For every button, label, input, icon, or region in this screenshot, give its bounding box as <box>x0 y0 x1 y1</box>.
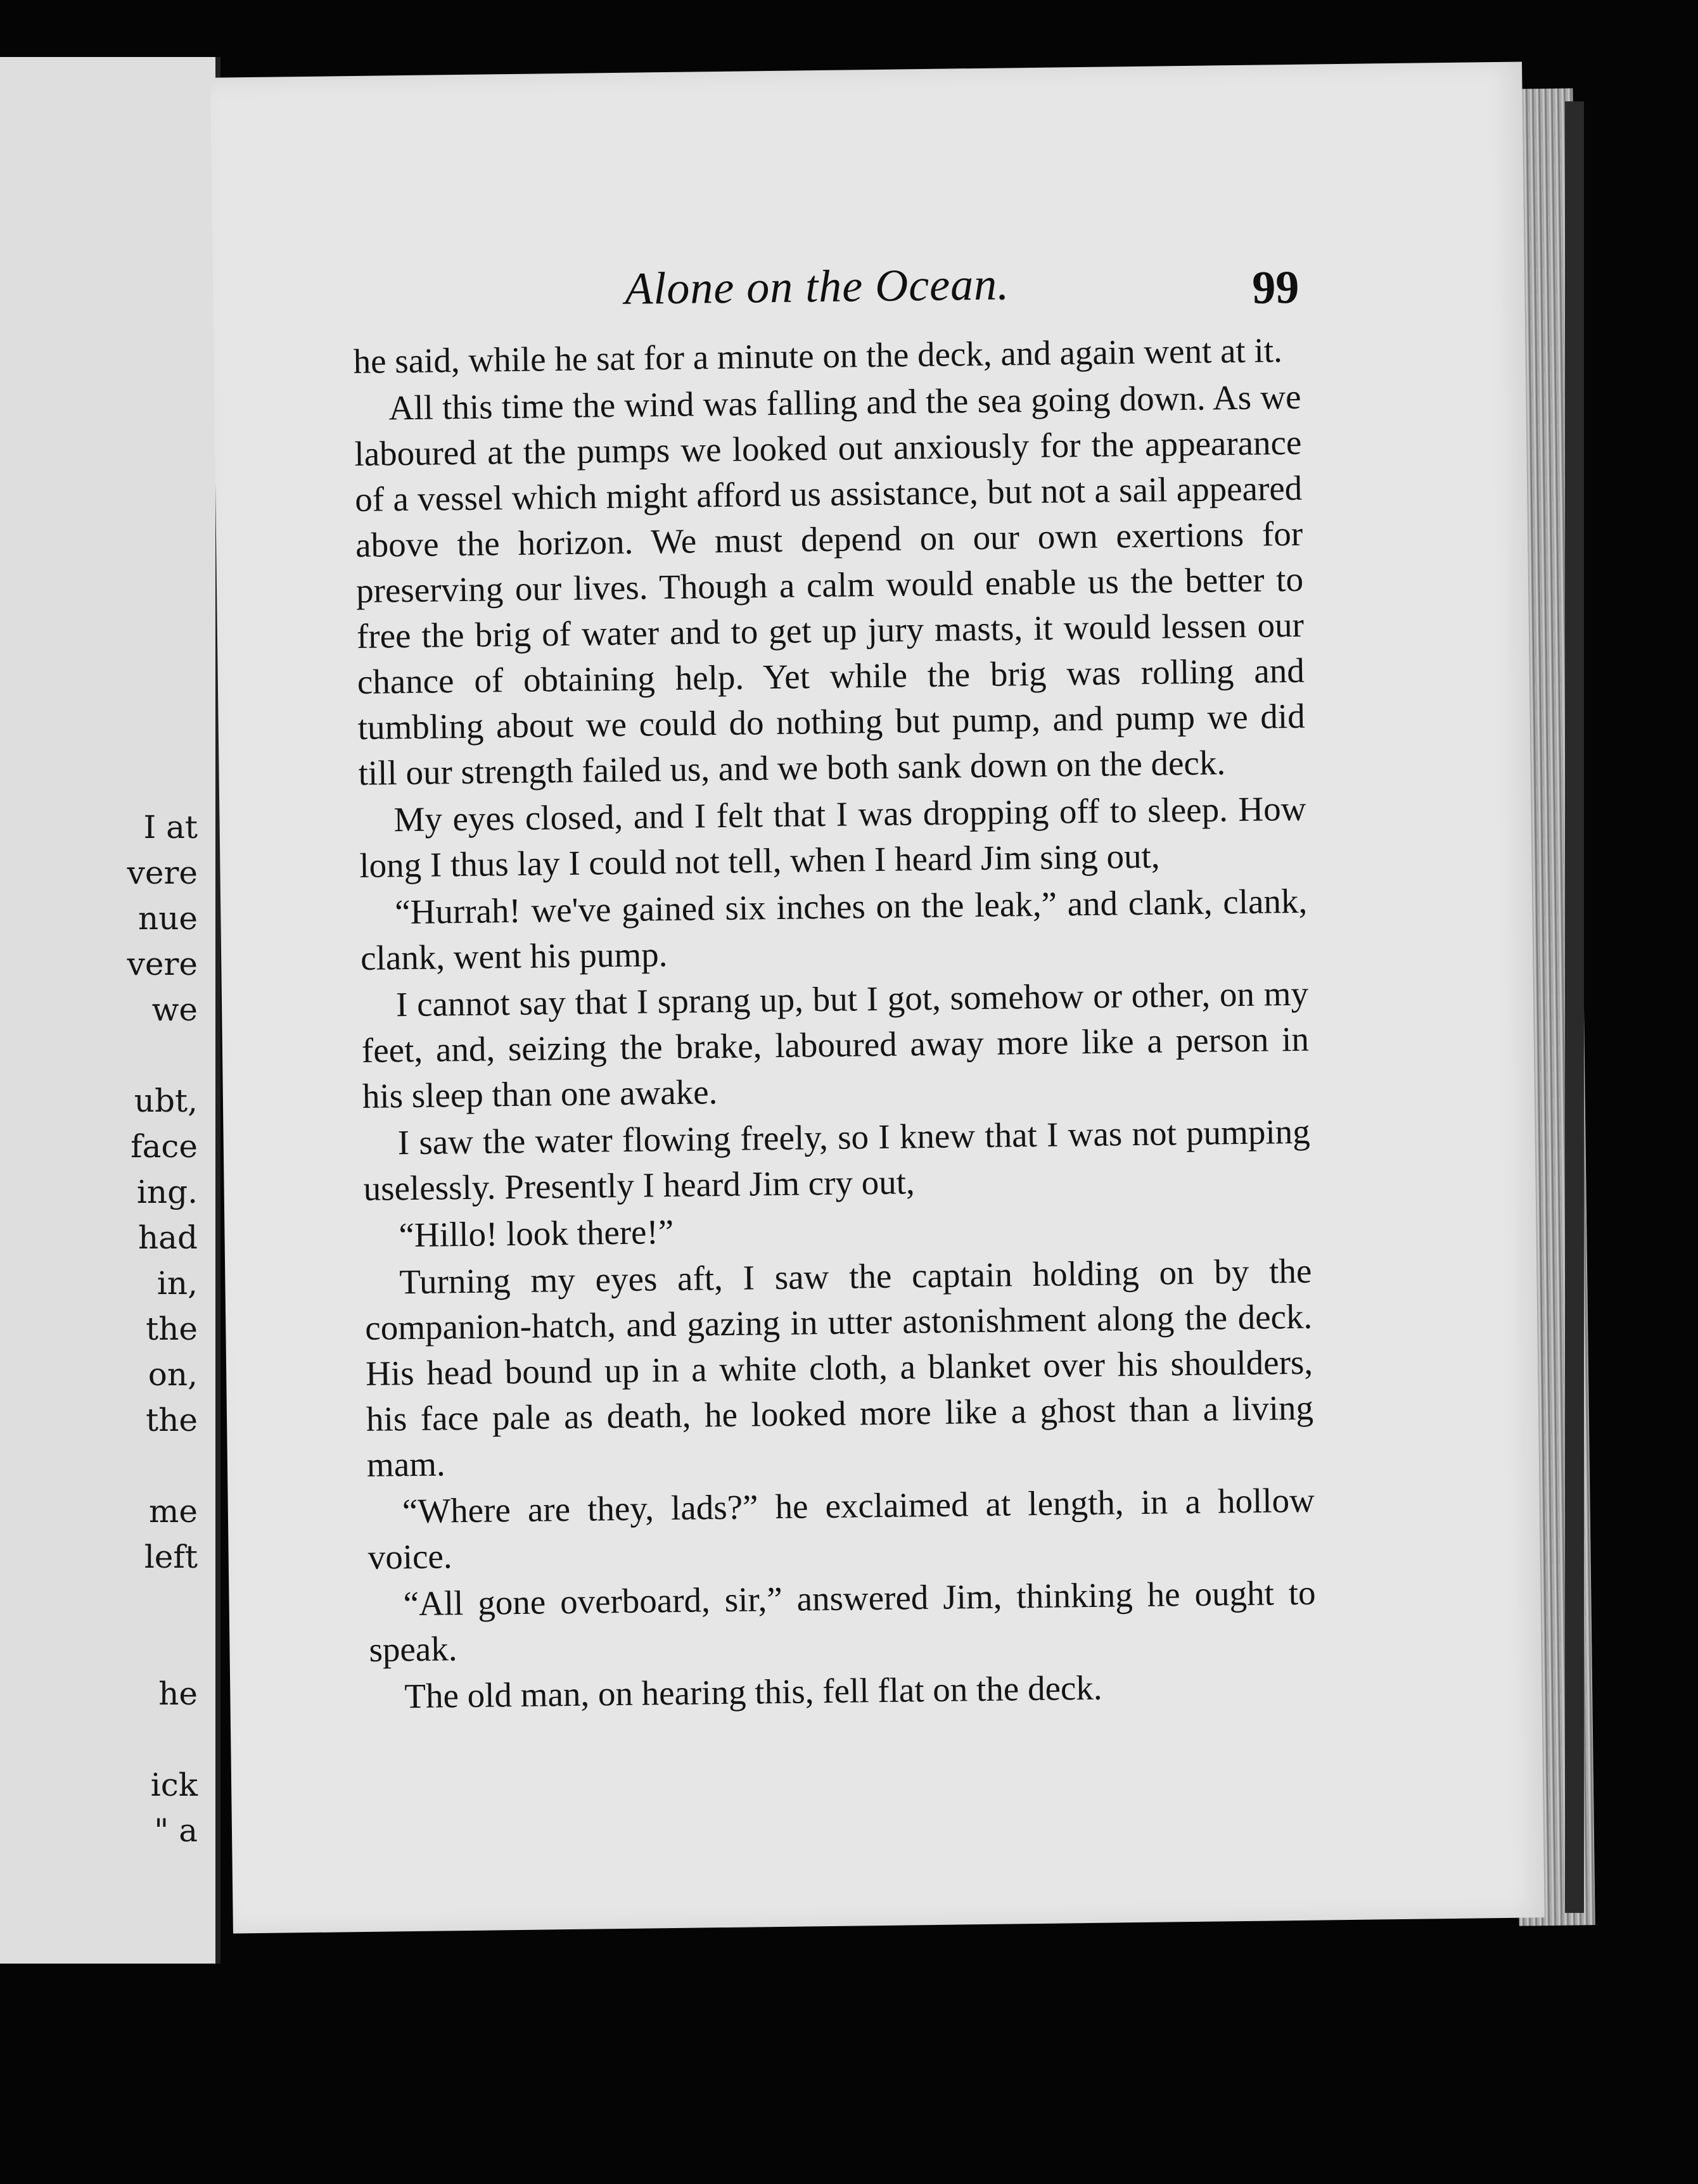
left-fragment: on, <box>148 1356 198 1393</box>
paragraph: “All gone overboard, sir,” answered Jim, thinking he ought to speak. <box>369 1573 1316 1669</box>
left-fragment: ick <box>150 1767 198 1803</box>
paragraph: “Where are they, lads?” he exclaimed at length, in a hollow voice. <box>367 1480 1315 1577</box>
left-fragment: the <box>146 1402 198 1438</box>
paragraph: My eyes closed, and I felt that I was dropping off to sleep. How long I thus lay I could not tell, when I heard Jim sing out, <box>359 789 1306 885</box>
left-fragment <box>0 1580 209 1625</box>
left-fragment: ing. <box>136 1174 198 1210</box>
body-text <box>353 327 1317 1721</box>
paragraph: Turning my eyes aft, I saw the captain holding on by the companion-hatch, and gazing in utter astonishment along the deck. His head bound up in a white cloth, a blanket over his shoulders, his face pale as death, he looked more like a ghost than a living mam. <box>364 1251 1314 1484</box>
left-fragment: nue <box>138 900 198 937</box>
left-fragment <box>0 1625 209 1671</box>
left-fragment: vere <box>127 946 198 982</box>
running-head: Alone on the Ocean. <box>624 258 1010 314</box>
left-fragment: ubt, <box>134 1082 198 1119</box>
left-fragment: vere <box>127 854 198 891</box>
paragraph: All this time the wind was falling and the sea going down. As we laboured at the pumps we looked out anxiously for the appearance of a vessel which might afford us assistance, but not a sail appeared above the horizon. We must depend on our own exertions for preserving our lives. Though a calm would enable us the better to free the brig of water and to get up jury masts, it would lessen our chance of obtaining help. Yet while the brig was rolling and tumbling about we could do nothing but pump, and pump we did till our strength failed us, and we both sank down on the deck. <box>354 377 1305 792</box>
left-fragment <box>0 1032 209 1078</box>
left-fragment: we <box>151 991 198 1028</box>
left-page <box>0 57 220 1964</box>
left-fragment: in, <box>156 1265 198 1302</box>
right-page <box>210 61 1545 1933</box>
book-cover-edge <box>1565 101 1584 1913</box>
paragraph: I cannot say that I sprang up, but I got, somehow or other, on my feet, and, seizing the brake, laboured away more like a person in his sleep than one awake. <box>361 974 1310 1115</box>
left-fragment <box>0 1717 209 1762</box>
paragraph: I saw the water flowing freely, so I knew that I was not pumping uselessly. Presently I heard Jim cry out, <box>363 1112 1311 1208</box>
page-number: 99 <box>1251 261 1299 314</box>
left-fragment: had <box>137 1219 198 1256</box>
left-fragment: left <box>144 1539 198 1575</box>
left-fragment: the <box>146 1311 198 1347</box>
left-fragment: I at <box>143 809 198 846</box>
paragraph: he said, while he sat for a minute on the deck, and again went at it. <box>353 331 1283 381</box>
left-fragment: face <box>131 1128 198 1165</box>
left-fragment: " a <box>154 1812 198 1849</box>
left-page-text-fragments <box>0 804 209 1853</box>
left-fragment: me <box>148 1493 198 1530</box>
left-fragment: he <box>158 1675 198 1712</box>
paragraph: “Hillo! look there!” <box>399 1212 674 1255</box>
left-fragment <box>0 1443 209 1489</box>
page-header <box>213 239 1525 331</box>
paragraph: The old man, on hearing this, fell flat on the deck. <box>404 1668 1102 1716</box>
paragraph: “Hurrah! we've gained six inches on the leak,” and clank, clank, clank, went his pump. <box>360 881 1308 977</box>
